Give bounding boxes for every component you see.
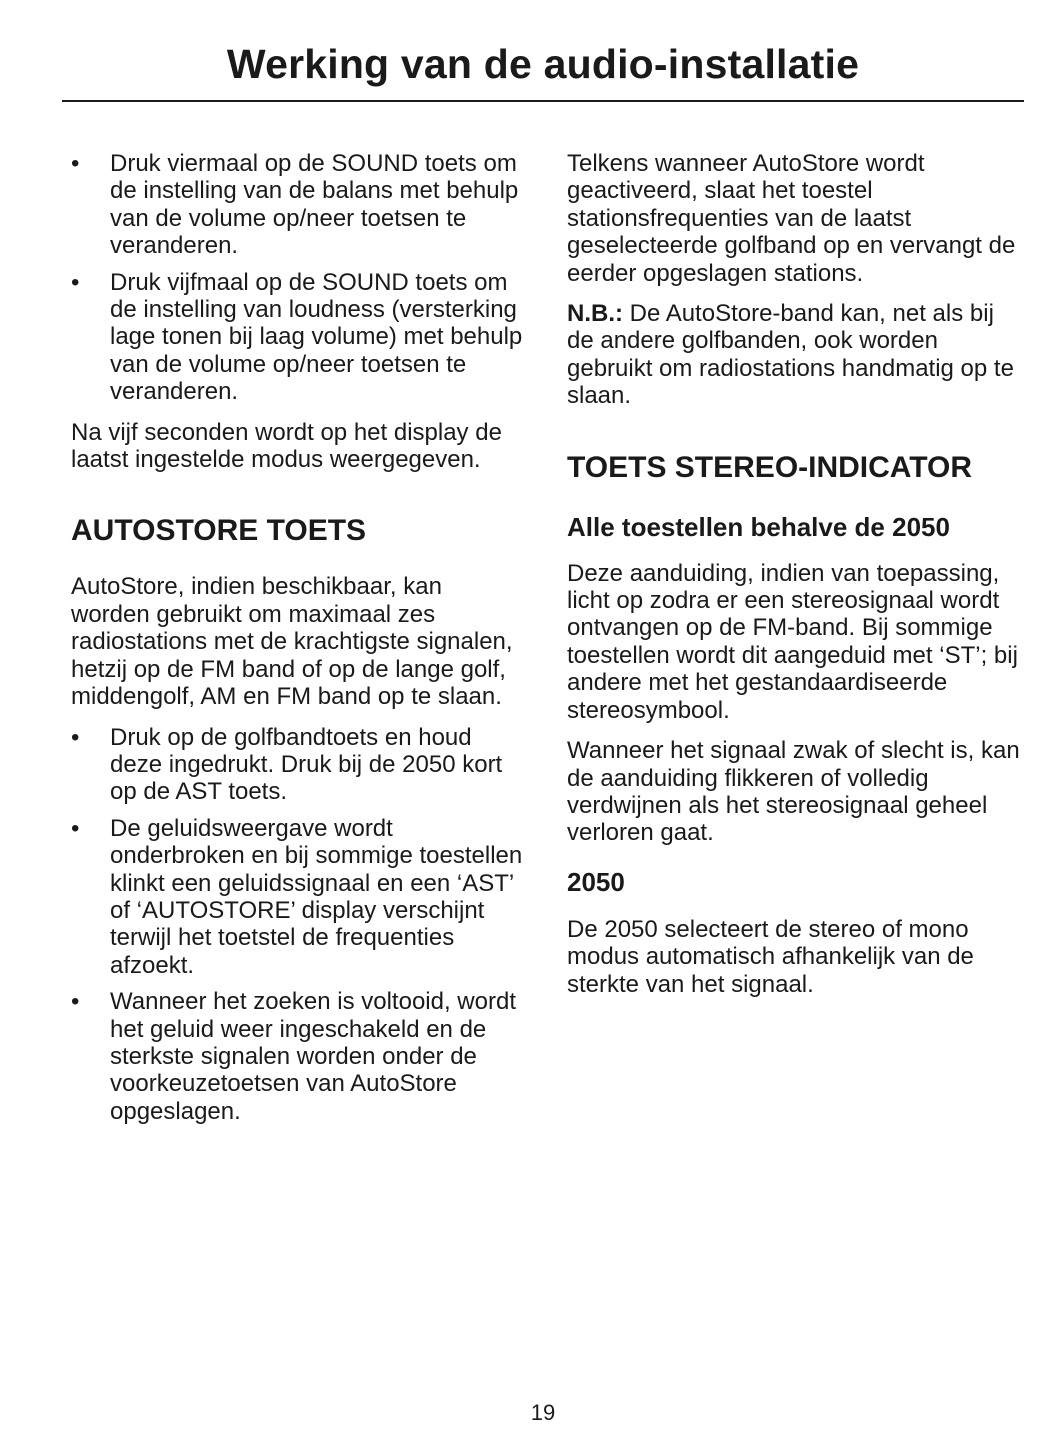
autostore-intro-paragraph: AutoStore, indien beschikbaar, kan worden gebruikt om maximaal zes radiostations met de krachtigste signalen, hetzij op de FM band of op de lange golf, middengolf, AM en FM band op te slaan.	[71, 573, 513, 711]
model-2050-paragraph: De 2050 selecteert de stereo of mono modus automatisch afhankelijk van de sterkte van het signaal.	[567, 915, 974, 998]
display-mode-paragraph: Na vijf seconden wordt op het display de laatst ingestelde modus weergegeven.	[71, 418, 502, 474]
all-models-subheading: Alle toestellen behalve de 2050	[567, 511, 950, 542]
right-column	[567, 150, 1023, 1011]
stereo-indicator-paragraph: Deze aanduiding, indien van toepassing, licht op zodra er een stereosignaal wordt ontvangen op de FM-band. Bij sommige toestellen wordt dit aangeduid met ‘ST’; bij andere met het gestandaardiseerde stereosymbool.	[567, 559, 1018, 724]
model-2050-subheading: 2050	[567, 866, 625, 897]
note-text: De AutoStore-band kan, net als bij de andere golfbanden, ook worden gebruikt om radiostations handmatig op te slaan.	[567, 300, 1014, 410]
left-column	[71, 150, 525, 1138]
note-label: N.B.:	[567, 300, 623, 328]
note-paragraph	[567, 300, 1023, 410]
autostore-activation-paragraph: Telkens wanneer AutoStore wordt geactiveerd, slaat het toestel stationsfrequenties van de laatst geselecteerde golfband op en vervangt de eerder opgeslagen stations.	[567, 150, 1016, 287]
page-title: Werking van de audio-installatie	[226, 41, 860, 87]
stereo-indicator-heading: TOETS STEREO-INDICATOR	[567, 450, 973, 484]
weak-signal-paragraph: Wanneer het signaal zwak of slecht is, kan de aanduiding flikkeren of volledig verdwijnen als het stereosignaal geheel verloren gaat.	[567, 737, 1020, 847]
title-divider	[62, 100, 1024, 102]
list-item: • Druk viermaal op de SOUND toets om de instelling van de balans met behulp van de volume op/neer toetsen te veranderen.	[71, 150, 525, 260]
list-item: • De geluidsweergave wordt onderbroken en bij sommige toestellen klinkt een geluidssignaal en een ‘AST’ of ‘AUTOSTORE’ display verschijnt terwijl het toetstel de frequenties afzoekt.	[71, 815, 525, 979]
page-number: 19	[530, 1400, 556, 1425]
autostore-heading: AUTOSTORE TOETS	[71, 514, 367, 548]
sound-bullet-list	[71, 150, 525, 406]
list-item: • Druk op de golfbandtoets en houd deze ingedrukt. Druk bij de 2050 kort op de AST toets.	[71, 724, 525, 806]
autostore-bullet-list	[71, 724, 525, 1126]
list-item: • Druk vijfmaal op de SOUND toets om de instelling van loudness (versterking lage tonen bij laag volume) met behulp van de volume op/neer toetsen te veranderen.	[71, 269, 525, 406]
list-item: • Wanneer het zoeken is voltooid, wordt het geluid weer ingeschakeld en de sterkste signalen worden onder de voorkeuzetoetsen van AutoStore opgeslagen.	[71, 988, 525, 1125]
